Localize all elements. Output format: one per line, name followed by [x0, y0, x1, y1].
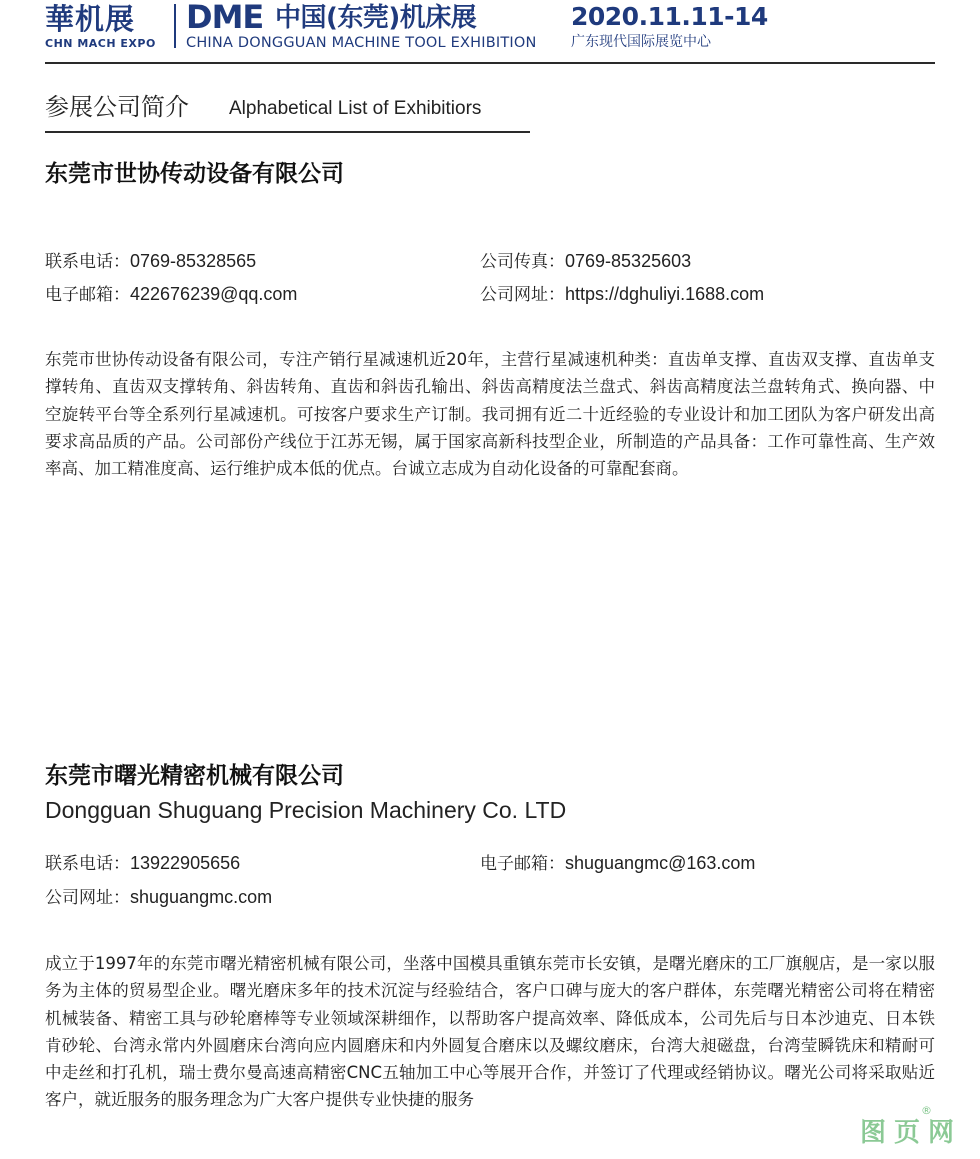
header-rule — [45, 62, 935, 64]
header-divider — [174, 4, 176, 48]
show-venue: 广东现代国际展览中心 — [571, 34, 711, 50]
fax-label: 公司传真： — [480, 252, 565, 272]
phone-field — [45, 250, 256, 273]
brand-logo-cn: 華机展 — [45, 2, 136, 36]
show-title: 中国(东莞)机床展 — [275, 3, 477, 33]
website-label: 公司网址： — [480, 285, 565, 305]
fax-value: 0769-85325603 — [565, 251, 692, 271]
company-description: 东莞市世协传动设备有限公司，专注产销行星减速机近20年，主营行星减速机种类：直齿单支撑、直齿双支撑、直齿单支撑转角、直齿双支撑转角、斜齿转角、直齿和斜齿孔输出、斜齿高精度法兰盘式、斜齿高精度法兰盘转角式、换向器、中空旋转平台等全系列行星减速机。可按客户要求生产订制。我司拥有近二十近经验的专业设计和加工团队为客户研发出高要求高品质的产品。公司部份产线位于江苏无锡，属于国家高新科技型企业，所制造的产品具备：工作可靠性高、生产效率高、加工精准度高、运行维护成本低的优点。台诚立志成为自动化设备的可靠配套商。 — [45, 350, 935, 479]
website-link[interactable]: https://dghuliyi.1688.com — [565, 284, 765, 304]
watermark: 图页网 — [859, 1118, 962, 1148]
phone-value: 0769-85328565 — [130, 251, 257, 271]
phone-label: 联系电话： — [45, 854, 130, 874]
email-link[interactable]: 422676239@qq.com — [130, 284, 298, 304]
section-title-en: Alphabetical List of Exhibitiors — [229, 98, 482, 119]
email-field — [45, 283, 297, 306]
email-label: 电子邮箱： — [45, 285, 130, 305]
section-title-cn: 参展公司简介 — [45, 93, 189, 121]
company-name-en: Dongguan Shuguang Precision Machinery Co. LTD — [45, 797, 567, 823]
company-name: 东莞市曙光精密机械有限公司 — [45, 763, 344, 789]
website-label: 公司网址： — [45, 888, 130, 908]
email-link[interactable]: shuguangmc@163.com — [565, 853, 756, 873]
website-field — [480, 283, 764, 306]
watermark-registered-mark: ® — [921, 1104, 932, 1117]
phone-field — [45, 852, 240, 875]
email-label: 电子邮箱： — [480, 854, 565, 874]
company-description: 成立于1997年的东莞市曙光精密机械有限公司，坐落中国模具重镇东莞市长安镇，是曙光磨床的工厂旗舰店，是一家以服务为主体的贸易型企业。曙光磨床多年的技术沉淀与经验结合，客户口碑与庞大的客户群体，东莞曙光精密公司将在精密机械装备、精密工具与砂轮磨棒等专业领域深耕细作，以帮助客户提高效率、降低成本，公司先后与日本沙迪克、日本铁肯砂轮、台湾永常内外圆磨床台湾向应内圆磨床和内外圆复合磨床以及螺纹磨床，台湾大昶磁盘，台湾莹瞬铣床和精耐可中走丝和打孔机，瑞士费尔曼高速高精密CNC五轴加工中心等展开合作，并签订了代理或经销协议。曙光公司将采取贴近客户，就近服务的服务理念为广大客户提供专业快捷的服务 — [45, 954, 935, 1110]
section-rule — [45, 131, 530, 133]
fax-field — [480, 250, 691, 273]
phone-label: 联系电话： — [45, 252, 130, 272]
email-field — [480, 852, 755, 875]
dme-logo: DME — [186, 0, 264, 36]
brand-logo-en: CHN MACH EXPO — [45, 37, 156, 50]
website-field — [45, 886, 272, 909]
website-link[interactable]: shuguangmc.com — [130, 887, 273, 907]
company-name: 东莞市世协传动设备有限公司 — [45, 161, 344, 187]
phone-value: 13922905656 — [130, 853, 241, 873]
show-date: 2020.11.11-14 — [571, 2, 768, 31]
show-title-en: CHINA DONGGUAN MACHINE TOOL EXHIBITION — [186, 35, 537, 51]
